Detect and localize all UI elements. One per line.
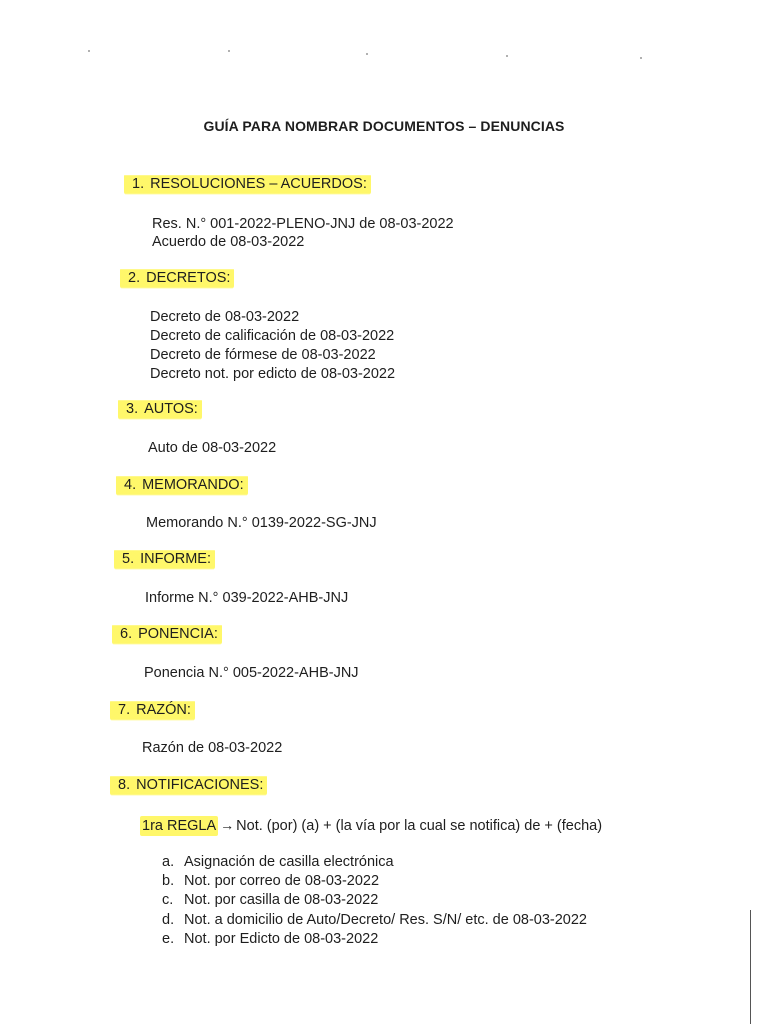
section-number: 3. [126,401,139,417]
list-text: Not. por correo de 08-03-2022 [184,873,380,890]
section-heading-2 [120,270,234,286]
section-number: 5. [122,551,135,567]
list-text: Not. a domicilio de Auto/Decreto/ Res. S/N/ etc. de 08-03-2022 [184,911,587,928]
scan-edge-line [750,910,751,1024]
scan-speck [506,55,508,57]
section-number: 6. [120,626,133,642]
list-item [162,872,587,891]
section-line: Decreto not. por edicto de 08-03-2022 [150,366,396,382]
section-number: 7. [118,702,131,718]
section-title: RESOLUCIONES – ACUERDOS: [150,176,367,192]
section-title: DECRETOS: [146,270,231,286]
list-letter: a. [162,854,175,870]
section-line: Memorando N.° 0139-2022-SG-JNJ [146,515,377,531]
list-letter: d. [162,911,175,928]
notification-rule [140,817,602,834]
scan-speck [640,57,642,59]
list-item [162,911,587,930]
section-line: Ponencia N.° 005-2022-AHB-JNJ [144,665,359,681]
rule-text: Not. (por) (a) + (la vía por la cual se notifica) de + (fecha) [236,818,603,834]
section-number: 8. [118,777,131,793]
scan-speck [366,53,368,55]
section-line: Auto de 08-03-2022 [148,440,277,456]
notification-list [162,853,587,949]
section-title: AUTOS: [144,401,198,417]
section-line: Decreto de fórmese de 08-03-2022 [150,347,376,363]
section-heading-5 [114,551,215,567]
section-heading-4 [116,477,248,493]
rule-label: 1ra REGLA [142,818,217,834]
section-line: Decreto de calificación de 08-03-2022 [150,328,395,344]
arrow-right-icon: → [220,817,235,833]
section-heading-7 [110,702,195,718]
section-number: 4. [124,477,137,493]
section-line: Res. N.° 001-2022-PLENO-JNJ de 08-03-2022 [152,216,454,232]
section-line: Acuerdo de 08-03-2022 [152,234,305,250]
list-text: Not. por Edicto de 08-03-2022 [184,930,379,947]
list-item [162,891,587,910]
section-line: Razón de 08-03-2022 [142,740,283,756]
section-heading-6 [112,626,222,642]
section-number: 2. [128,270,141,286]
scan-speck [228,50,230,52]
list-letter: e. [162,930,175,947]
section-title: MEMORANDO: [142,477,244,493]
section-title: NOTIFICACIONES: [136,777,264,793]
list-item [162,930,587,949]
document-title: GUÍA PARA NOMBRAR DOCUMENTOS – DENUNCIAS [203,118,565,134]
list-text: Not. por casilla de 08-03-2022 [184,892,379,909]
scan-speck [88,50,90,52]
section-title: PONENCIA: [138,626,218,642]
section-title: INFORME: [140,551,211,567]
section-heading-8 [110,777,267,793]
section-line: Decreto de 08-03-2022 [150,309,300,325]
section-heading-3 [118,401,202,417]
list-letter: b. [162,873,175,890]
section-number: 1. [132,176,145,192]
section-line: Informe N.° 039-2022-AHB-JNJ [145,590,349,606]
section-heading-1 [124,176,371,192]
list-text: Asignación de casilla electrónica [184,854,394,870]
section-title: RAZÓN: [136,702,191,718]
list-letter: c. [162,892,174,909]
list-item [162,853,587,872]
